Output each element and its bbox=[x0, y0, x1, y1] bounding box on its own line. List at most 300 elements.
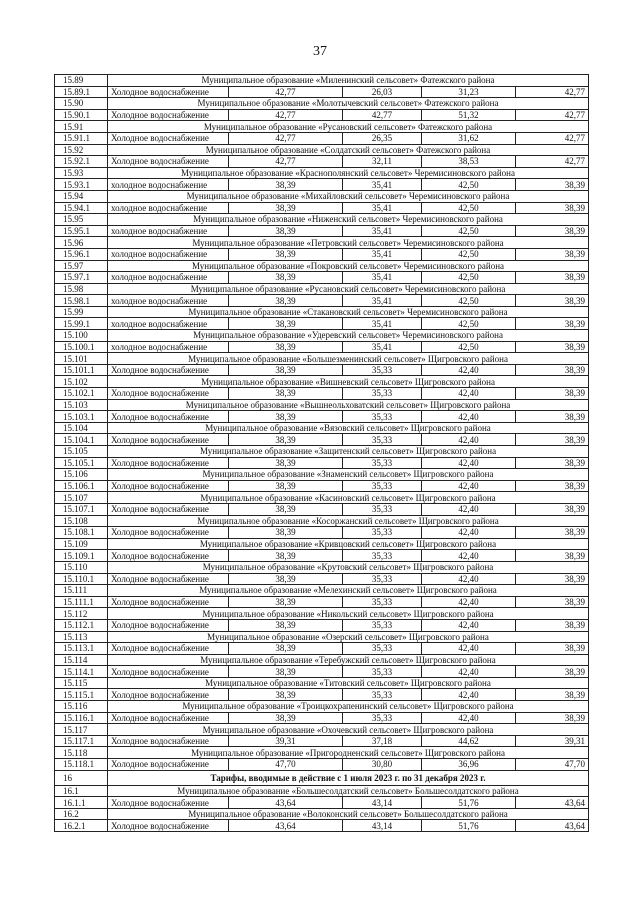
service-name: холодное водоснабжение bbox=[108, 225, 229, 237]
tariff-value: 38,39 bbox=[516, 364, 589, 376]
tariff-value: 42,77 bbox=[516, 109, 589, 121]
service-name: холодное водоснабжение bbox=[108, 295, 229, 307]
tariff-value: 31,62 bbox=[422, 132, 516, 144]
tariff-value: 38,39 bbox=[229, 689, 343, 701]
row-code: 15.98.1 bbox=[55, 295, 108, 307]
tariff-value: 43,64 bbox=[516, 797, 589, 809]
municipality-header-row bbox=[55, 167, 589, 179]
row-code: 15.101.1 bbox=[55, 364, 108, 376]
tariff-value: 38,39 bbox=[516, 341, 589, 353]
tariff-value: 38,39 bbox=[516, 434, 589, 446]
service-name: Холодное водоснабжение bbox=[108, 480, 229, 492]
tariff-value: 38,39 bbox=[516, 666, 589, 678]
tariff-value: 38,39 bbox=[229, 225, 343, 237]
tariff-value: 35,41 bbox=[343, 179, 422, 191]
row-code: 15.107.1 bbox=[55, 503, 108, 515]
row-code: 15.105 bbox=[55, 446, 108, 458]
service-name: Холодное водоснабжение bbox=[108, 759, 229, 771]
municipality-header-row bbox=[55, 677, 589, 689]
tariff-value: 38,39 bbox=[516, 503, 589, 515]
row-code: 16.2 bbox=[55, 808, 108, 820]
tariff-value: 51,76 bbox=[422, 797, 516, 809]
tariff-value: 42,77 bbox=[343, 109, 422, 121]
tariff-row bbox=[55, 388, 589, 400]
tariff-row bbox=[55, 225, 589, 237]
municipality-header-row bbox=[55, 538, 589, 550]
service-name: холодное водоснабжение bbox=[108, 318, 229, 330]
service-name: Холодное водоснабжение bbox=[108, 550, 229, 562]
row-code: 15.91.1 bbox=[55, 132, 108, 144]
tariff-value: 42,40 bbox=[422, 457, 516, 469]
tariff-row bbox=[55, 797, 589, 809]
tariff-row bbox=[55, 179, 589, 191]
row-code: 15.118.1 bbox=[55, 759, 108, 771]
municipality-title: Муниципальное образование «Стакановский сельсовет» Черемисиновского района bbox=[108, 306, 589, 318]
service-name: Холодное водоснабжение bbox=[108, 411, 229, 423]
tariff-value: 38,39 bbox=[229, 457, 343, 469]
tariff-value: 35,33 bbox=[343, 619, 422, 631]
row-code: 15.95.1 bbox=[55, 225, 108, 237]
tariff-value: 42,40 bbox=[422, 364, 516, 376]
page-number: 37 bbox=[313, 44, 327, 59]
tariff-value: 39,31 bbox=[516, 735, 589, 747]
section-code: 16 bbox=[55, 770, 108, 785]
tariff-row bbox=[55, 550, 589, 562]
municipality-header-row bbox=[55, 353, 589, 365]
row-code: 15.97.1 bbox=[55, 272, 108, 284]
service-name: Холодное водоснабжение bbox=[108, 388, 229, 400]
tariff-value: 42,40 bbox=[422, 388, 516, 400]
tariff-value: 38,39 bbox=[516, 689, 589, 701]
municipality-title: Муниципальное образование «Петровский сельсовет» Черемисиновского района bbox=[108, 237, 589, 249]
municipality-header-row bbox=[55, 75, 589, 87]
row-code: 15.115.1 bbox=[55, 689, 108, 701]
tariff-value: 35,33 bbox=[343, 434, 422, 446]
tariff-value: 42,40 bbox=[422, 619, 516, 631]
tariff-value: 38,39 bbox=[516, 295, 589, 307]
row-code: 16.1.1 bbox=[55, 797, 108, 809]
service-name: холодное водоснабжение bbox=[108, 341, 229, 353]
tariff-value: 42,50 bbox=[422, 318, 516, 330]
row-code: 15.110 bbox=[55, 561, 108, 573]
municipality-title: Муниципальное образование «Молотычевский сельсовет» Фатежского района bbox=[108, 98, 589, 110]
tariff-value: 35,41 bbox=[343, 225, 422, 237]
tariff-row bbox=[55, 643, 589, 655]
row-code: 15.90 bbox=[55, 98, 108, 110]
tariff-value: 38,39 bbox=[229, 434, 343, 446]
tariff-value: 38,39 bbox=[229, 573, 343, 585]
municipality-header-row bbox=[55, 446, 589, 458]
tariff-value: 42,50 bbox=[422, 225, 516, 237]
service-name: Холодное водоснабжение bbox=[108, 689, 229, 701]
row-code: 15.92 bbox=[55, 144, 108, 156]
row-code: 15.114.1 bbox=[55, 666, 108, 678]
municipality-header-row bbox=[55, 469, 589, 481]
municipality-title: Муниципальное образование «Вязовский сельсовет» Щигровского района bbox=[108, 422, 589, 434]
tariff-value: 35,41 bbox=[343, 202, 422, 214]
tariff-value: 35,33 bbox=[343, 596, 422, 608]
municipality-title: Муниципальное образование «Вышнеольховатский сельсовет» Щигровского района bbox=[108, 399, 589, 411]
tariff-value: 38,39 bbox=[229, 550, 343, 562]
municipality-header-row bbox=[55, 190, 589, 202]
tariff-value: 35,33 bbox=[343, 364, 422, 376]
row-code: 15.115 bbox=[55, 677, 108, 689]
tariff-row bbox=[55, 527, 589, 539]
tariff-row bbox=[55, 596, 589, 608]
service-name: Холодное водоснабжение bbox=[108, 797, 229, 809]
municipality-header-row bbox=[55, 561, 589, 573]
row-code: 15.106.1 bbox=[55, 480, 108, 492]
municipality-header-row bbox=[55, 422, 589, 434]
row-code: 15.97 bbox=[55, 260, 108, 272]
tariff-value: 47,70 bbox=[516, 759, 589, 771]
service-name: Холодное водоснабжение bbox=[108, 132, 229, 144]
row-code: 15.100 bbox=[55, 330, 108, 342]
tariff-value: 42,40 bbox=[422, 480, 516, 492]
section-title: Тарифы, вводимые в действие с 1 июля 2023 г. по 31 декабря 2023 г. bbox=[108, 770, 589, 785]
municipality-title: Муниципальное образование «Титовский сельсовет» Щигровского района bbox=[108, 677, 589, 689]
tariff-value: 42,40 bbox=[422, 689, 516, 701]
municipality-title: Муниципальное образование «Ниженский сельсовет» Черемисиновского района bbox=[108, 214, 589, 226]
row-code: 15.106 bbox=[55, 469, 108, 481]
service-name: холодное водоснабжение bbox=[108, 179, 229, 191]
municipality-header-row bbox=[55, 330, 589, 342]
service-name: Холодное водоснабжение bbox=[108, 457, 229, 469]
municipality-title: Муниципальное образование «Охочевский сельсовет» Щигровского района bbox=[108, 724, 589, 736]
row-code: 15.96 bbox=[55, 237, 108, 249]
tariff-value: 35,33 bbox=[343, 712, 422, 724]
tariff-value: 35,41 bbox=[343, 295, 422, 307]
row-code: 15.113.1 bbox=[55, 643, 108, 655]
municipality-header-row bbox=[55, 376, 589, 388]
service-name: Холодное водоснабжение bbox=[108, 364, 229, 376]
municipality-header-row bbox=[55, 121, 589, 133]
municipality-title: Муниципальное образование «Косоржанский сельсовет» Щигровского района bbox=[108, 515, 589, 527]
row-code: 15.93.1 bbox=[55, 179, 108, 191]
municipality-header-row bbox=[55, 260, 589, 272]
municipality-title: Муниципальное образование «Знаменский сельсовет» Щигровского района bbox=[108, 469, 589, 481]
tariff-value: 42,77 bbox=[516, 132, 589, 144]
tariff-value: 42,40 bbox=[422, 643, 516, 655]
tariff-value: 42,77 bbox=[229, 132, 343, 144]
tariff-row bbox=[55, 480, 589, 492]
tariff-value: 38,39 bbox=[516, 712, 589, 724]
service-name: Холодное водоснабжение bbox=[108, 86, 229, 98]
row-code: 15.108 bbox=[55, 515, 108, 527]
municipality-title: Муниципальное образование «Удеревский сельсовет» Черемисиновского района bbox=[108, 330, 589, 342]
row-code: 15.105.1 bbox=[55, 457, 108, 469]
tariff-value: 38,39 bbox=[516, 388, 589, 400]
tariff-value: 42,40 bbox=[422, 596, 516, 608]
tariff-value: 37,18 bbox=[343, 735, 422, 747]
tariff-value: 42,40 bbox=[422, 503, 516, 515]
tariff-value: 51,32 bbox=[422, 109, 516, 121]
tariff-row bbox=[55, 434, 589, 446]
row-code: 15.102.1 bbox=[55, 388, 108, 400]
municipality-header-row bbox=[55, 608, 589, 620]
row-code: 15.102 bbox=[55, 376, 108, 388]
tariff-row bbox=[55, 735, 589, 747]
municipality-header-row bbox=[55, 701, 589, 713]
municipality-title: Муниципальное образование «Покровский сельсовет» Черемисиновского района bbox=[108, 260, 589, 272]
tariff-value: 31,23 bbox=[422, 86, 516, 98]
service-name: Холодное водоснабжение bbox=[108, 109, 229, 121]
tariff-value: 35,33 bbox=[343, 388, 422, 400]
tariff-value: 42,77 bbox=[516, 156, 589, 168]
municipality-title: Муниципальное образование «Мелехинский сельсовет» Щигровского района bbox=[108, 585, 589, 597]
service-name: Холодное водоснабжение bbox=[108, 735, 229, 747]
municipality-title: Муниципальное образование «Вишневский сельсовет» Щигровского района bbox=[108, 376, 589, 388]
tariff-value: 35,33 bbox=[343, 411, 422, 423]
municipality-title: Муниципальное образование «Озерский сельсовет» Щигровского района bbox=[108, 631, 589, 643]
municipality-header-row bbox=[55, 144, 589, 156]
tariff-value: 35,41 bbox=[343, 248, 422, 260]
municipality-title: Муниципальное образование «Кривцовский сельсовет» Щигровского района bbox=[108, 538, 589, 550]
tariff-value: 38,39 bbox=[516, 527, 589, 539]
tariff-value: 38,39 bbox=[516, 272, 589, 284]
tariff-value: 42,40 bbox=[422, 666, 516, 678]
row-code: 15.92.1 bbox=[55, 156, 108, 168]
tariff-value: 39,31 bbox=[229, 735, 343, 747]
tariff-value: 51,76 bbox=[422, 820, 516, 832]
tariff-value: 32,11 bbox=[343, 156, 422, 168]
tariff-value: 38,39 bbox=[516, 318, 589, 330]
tariff-value: 38,39 bbox=[516, 202, 589, 214]
service-name: Холодное водоснабжение bbox=[108, 573, 229, 585]
tariff-value: 38,39 bbox=[229, 248, 343, 260]
row-code: 15.112 bbox=[55, 608, 108, 620]
tariff-value: 38,39 bbox=[229, 503, 343, 515]
tariff-row bbox=[55, 272, 589, 284]
tariff-value: 42,50 bbox=[422, 272, 516, 284]
tariff-value: 36,96 bbox=[422, 759, 516, 771]
row-code: 15.109.1 bbox=[55, 550, 108, 562]
tariff-value: 42,40 bbox=[422, 550, 516, 562]
municipality-title: Муниципальное образование «Краснополянский сельсовет» Черемисиновского района bbox=[108, 167, 589, 179]
tariff-row bbox=[55, 248, 589, 260]
municipality-title: Муниципальное образование «Троицкохрапенинский сельсовет» Щигровского района bbox=[108, 701, 589, 713]
tariff-value: 35,41 bbox=[343, 341, 422, 353]
service-name: Холодное водоснабжение bbox=[108, 643, 229, 655]
tariff-row bbox=[55, 295, 589, 307]
municipality-title: Муниципальное образование «Крутовский сельсовет» Щигровского района bbox=[108, 561, 589, 573]
tariff-value: 38,39 bbox=[229, 341, 343, 353]
row-code: 15.107 bbox=[55, 492, 108, 504]
tariff-value: 38,39 bbox=[229, 666, 343, 678]
tariff-row bbox=[55, 318, 589, 330]
row-code: 15.91 bbox=[55, 121, 108, 133]
municipality-header-row bbox=[55, 98, 589, 110]
tariff-value: 42,40 bbox=[422, 573, 516, 585]
tariff-value: 44,62 bbox=[422, 735, 516, 747]
row-code: 15.99 bbox=[55, 306, 108, 318]
municipality-header-row bbox=[55, 237, 589, 249]
service-name: Холодное водоснабжение bbox=[108, 712, 229, 724]
tariff-value: 38,39 bbox=[229, 527, 343, 539]
row-code: 15.116.1 bbox=[55, 712, 108, 724]
tariff-row bbox=[55, 820, 589, 832]
tariff-value: 35,33 bbox=[343, 550, 422, 562]
tariff-value: 38,39 bbox=[229, 411, 343, 423]
municipality-header-row bbox=[55, 585, 589, 597]
tariff-value: 38,39 bbox=[516, 573, 589, 585]
row-code: 15.103.1 bbox=[55, 411, 108, 423]
municipality-header-row bbox=[55, 785, 589, 797]
municipality-title: Муниципальное образование «Михайловский сельсовет» Черемисиновского района bbox=[108, 190, 589, 202]
tariff-value: 42,40 bbox=[422, 411, 516, 423]
municipality-title: Муниципальное образование «Пригородненский сельсовет» Щигровского района bbox=[108, 747, 589, 759]
row-code: 15.117.1 bbox=[55, 735, 108, 747]
tariff-row bbox=[55, 364, 589, 376]
tariff-row bbox=[55, 109, 589, 121]
tariff-value: 30,80 bbox=[343, 759, 422, 771]
row-code: 16.2.1 bbox=[55, 820, 108, 832]
row-code: 15.101 bbox=[55, 353, 108, 365]
tariff-value: 42,77 bbox=[516, 86, 589, 98]
row-code: 15.104.1 bbox=[55, 434, 108, 446]
tariff-row bbox=[55, 341, 589, 353]
tariff-value: 38,39 bbox=[229, 643, 343, 655]
row-code: 15.89 bbox=[55, 75, 108, 87]
row-code: 15.116 bbox=[55, 701, 108, 713]
tariff-row bbox=[55, 503, 589, 515]
tariff-value: 43,14 bbox=[343, 820, 422, 832]
tariff-value: 42,50 bbox=[422, 248, 516, 260]
tariff-value: 38,39 bbox=[229, 388, 343, 400]
tariff-row bbox=[55, 457, 589, 469]
tariff-value: 38,39 bbox=[516, 248, 589, 260]
tariff-value: 35,33 bbox=[343, 666, 422, 678]
tariff-row bbox=[55, 619, 589, 631]
tariff-row bbox=[55, 712, 589, 724]
tariff-value: 26,35 bbox=[343, 132, 422, 144]
tariff-row bbox=[55, 666, 589, 678]
row-code: 15.93 bbox=[55, 167, 108, 179]
tariff-value: 42,77 bbox=[229, 156, 343, 168]
service-name: Холодное водоснабжение bbox=[108, 596, 229, 608]
tariff-value: 42,40 bbox=[422, 712, 516, 724]
tariff-value: 38,39 bbox=[516, 596, 589, 608]
tariff-row bbox=[55, 411, 589, 423]
municipality-header-row bbox=[55, 808, 589, 820]
tariff-value: 38,39 bbox=[229, 364, 343, 376]
row-code: 15.95 bbox=[55, 214, 108, 226]
row-code: 15.99.1 bbox=[55, 318, 108, 330]
municipality-title: Муниципальное образование «Большесолдатский сельсовет» Большесолдатского района bbox=[108, 785, 589, 797]
tariff-value: 38,39 bbox=[229, 295, 343, 307]
tariff-row bbox=[55, 156, 589, 168]
municipality-title: Муниципальное образование «Русановский сельсовет» Фатежского района bbox=[108, 121, 589, 133]
tariff-value: 42,50 bbox=[422, 341, 516, 353]
tariff-value: 42,50 bbox=[422, 202, 516, 214]
municipality-header-row bbox=[55, 399, 589, 411]
municipality-header-row bbox=[55, 283, 589, 295]
row-code: 15.114 bbox=[55, 654, 108, 666]
tariff-value: 38,39 bbox=[516, 643, 589, 655]
tariff-value: 38,39 bbox=[229, 712, 343, 724]
tariff-value: 38,39 bbox=[516, 225, 589, 237]
service-name: Холодное водоснабжение bbox=[108, 434, 229, 446]
tariff-value: 42,77 bbox=[229, 109, 343, 121]
tariff-value: 43,64 bbox=[516, 820, 589, 832]
row-code: 15.98 bbox=[55, 283, 108, 295]
tariff-value: 38,39 bbox=[229, 596, 343, 608]
service-name: Холодное водоснабжение bbox=[108, 527, 229, 539]
municipality-header-row bbox=[55, 492, 589, 504]
tariff-value: 35,33 bbox=[343, 527, 422, 539]
tariff-value: 35,33 bbox=[343, 480, 422, 492]
municipality-header-row bbox=[55, 306, 589, 318]
row-code: 15.108.1 bbox=[55, 527, 108, 539]
tariff-value: 35,33 bbox=[343, 689, 422, 701]
tariff-value: 42,40 bbox=[422, 434, 516, 446]
tariff-value: 35,33 bbox=[343, 457, 422, 469]
tariff-table bbox=[54, 74, 589, 832]
row-code: 15.90.1 bbox=[55, 109, 108, 121]
row-code: 15.94 bbox=[55, 190, 108, 202]
row-code: 15.103 bbox=[55, 399, 108, 411]
row-code: 15.89.1 bbox=[55, 86, 108, 98]
tariff-value: 42,77 bbox=[229, 86, 343, 98]
tariff-value: 35,33 bbox=[343, 573, 422, 585]
service-name: холодное водоснабжение bbox=[108, 202, 229, 214]
tariff-value: 38,53 bbox=[422, 156, 516, 168]
tariff-row bbox=[55, 689, 589, 701]
tariff-value: 43,64 bbox=[229, 797, 343, 809]
tariff-value: 38,39 bbox=[229, 318, 343, 330]
municipality-title: Муниципальное образование «Теребужский сельсовет» Щигровского района bbox=[108, 654, 589, 666]
tariff-value: 42,50 bbox=[422, 179, 516, 191]
tariff-value: 42,50 bbox=[422, 295, 516, 307]
tariff-value: 42,40 bbox=[422, 527, 516, 539]
municipality-title: Муниципальное образование «Русановский сельсовет» Черемисиновского района bbox=[108, 283, 589, 295]
row-code: 15.118 bbox=[55, 747, 108, 759]
municipality-header-row bbox=[55, 747, 589, 759]
tariff-value: 38,39 bbox=[229, 480, 343, 492]
municipality-header-row bbox=[55, 654, 589, 666]
tariff-value: 38,39 bbox=[516, 480, 589, 492]
row-code: 15.96.1 bbox=[55, 248, 108, 260]
service-name: Холодное водоснабжение bbox=[108, 666, 229, 678]
municipality-header-row bbox=[55, 724, 589, 736]
row-code: 15.111 bbox=[55, 585, 108, 597]
municipality-title: Муниципальное образование «Защитенский сельсовет» Щигровского района bbox=[108, 446, 589, 458]
tariff-value: 26,03 bbox=[343, 86, 422, 98]
tariff-value: 47,70 bbox=[229, 759, 343, 771]
row-code: 15.111.1 bbox=[55, 596, 108, 608]
tariff-value: 38,39 bbox=[516, 411, 589, 423]
row-code: 16.1 bbox=[55, 785, 108, 797]
tariff-row bbox=[55, 573, 589, 585]
tariff-row bbox=[55, 132, 589, 144]
row-code: 15.109 bbox=[55, 538, 108, 550]
tariff-row bbox=[55, 86, 589, 98]
municipality-header-row bbox=[55, 631, 589, 643]
tariff-value: 38,39 bbox=[516, 619, 589, 631]
service-name: Холодное водоснабжение bbox=[108, 619, 229, 631]
tariff-value: 35,41 bbox=[343, 318, 422, 330]
municipality-title: Муниципальное образование «Миленинский сельсовет» Фатежского района bbox=[108, 75, 589, 87]
tariff-value: 38,39 bbox=[516, 179, 589, 191]
tariff-value: 38,39 bbox=[229, 619, 343, 631]
row-code: 15.110.1 bbox=[55, 573, 108, 585]
tariff-value: 38,39 bbox=[229, 202, 343, 214]
service-name: Холодное водоснабжение bbox=[108, 156, 229, 168]
tariff-value: 38,39 bbox=[516, 457, 589, 469]
tariff-value: 38,39 bbox=[229, 272, 343, 284]
service-name: холодное водоснабжение bbox=[108, 248, 229, 260]
municipality-title: Муниципальное образование «Касиновский сельсовет» Щигровского района bbox=[108, 492, 589, 504]
